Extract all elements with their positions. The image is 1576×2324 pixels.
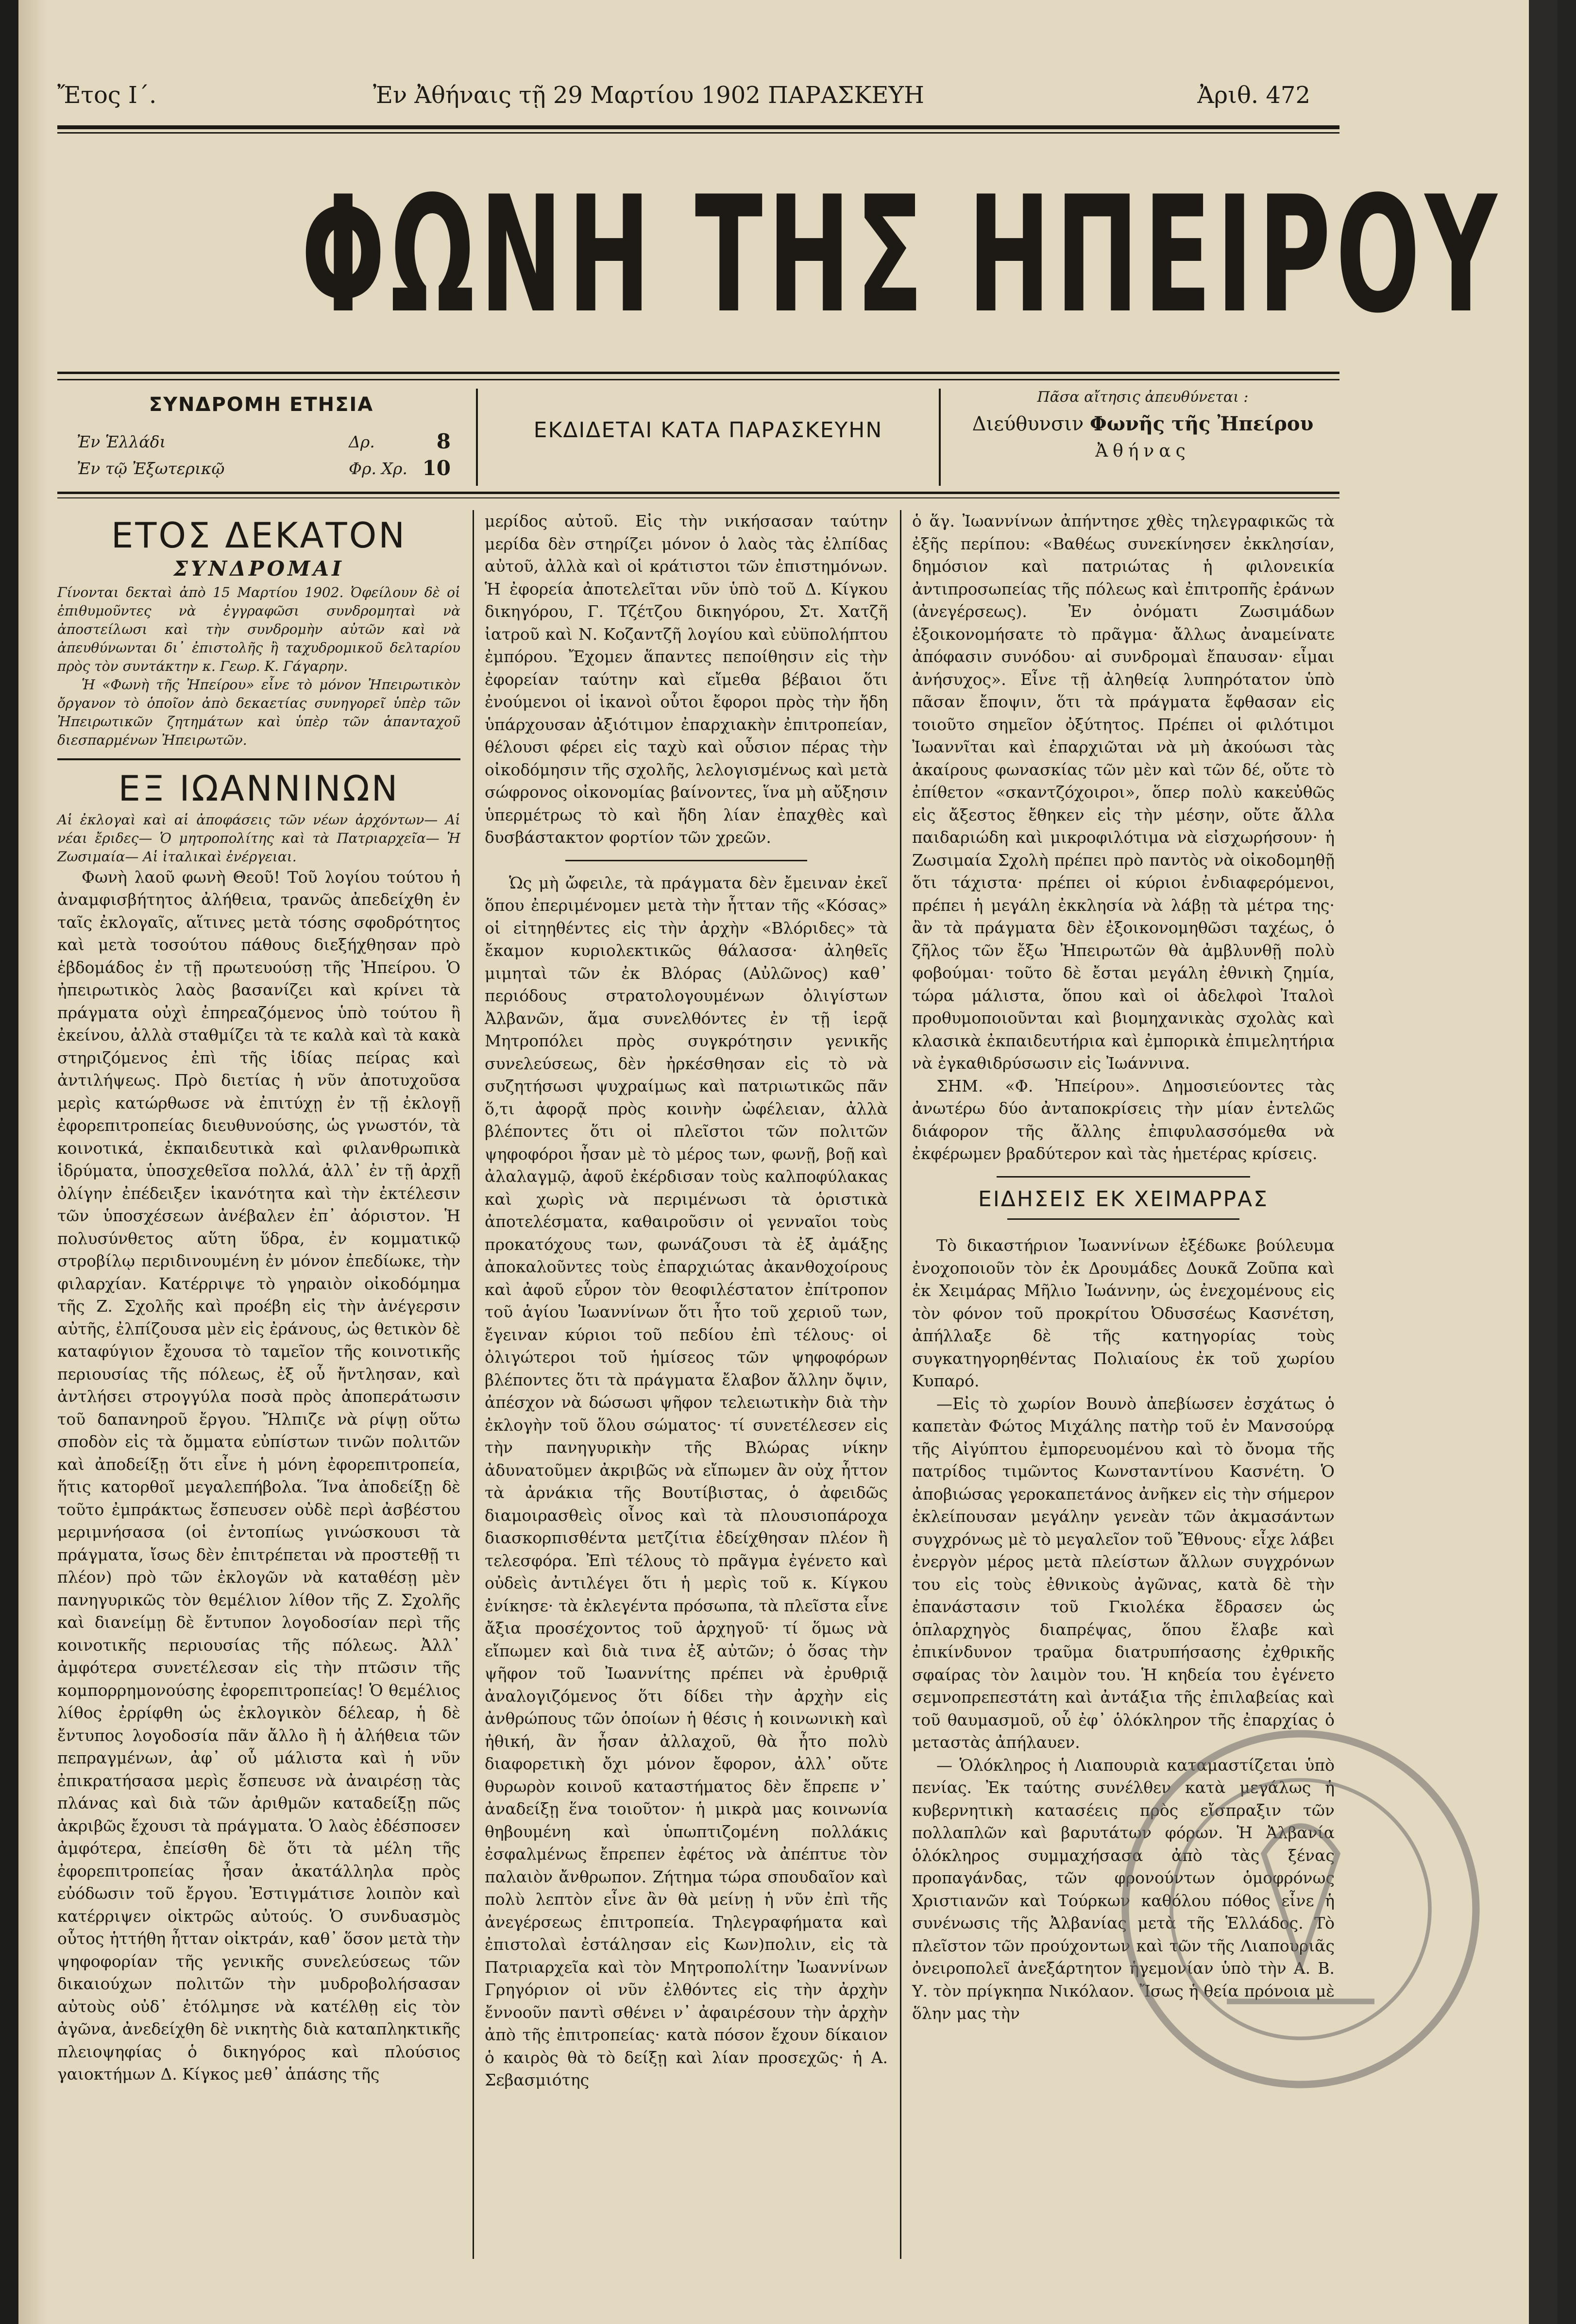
dateline	[57, 82, 1310, 116]
subscription-band	[57, 389, 1339, 486]
column-2	[485, 510, 888, 2092]
section-divider	[565, 860, 807, 861]
heading-etos-dekaton: ΕΤΟΣ ΔΕΚΑΤΟΝ	[111, 515, 407, 556]
contact-box	[946, 389, 1339, 461]
subscription-notice: Γίνονται δεκταὶ ἀπὸ 15 Μαρτίου 1902. Ὀφείλουν δὲ οἱ ἐπιθυμοῦντες νὰ ἐγγραφῶσι συνδρομηταὶ νὰ ἀποστείλωσι καὶ τὴν συνδρομὴν αὐτῶν καὶ νὰ ἀπευθύνωνται δι᾽ ἐπιστολῆς ἢ ταχυδρομικοῦ δελταρίου πρὸς τὸν συντάκτην κ. Γεωρ. Κ. Γάγαρην.	[57, 584, 460, 674]
contact-address: Διεύθυνσιν Φωνῆς τῆς Ἠπείρου	[972, 412, 1314, 435]
masthead-bottom-rule	[57, 372, 1339, 374]
news-item: Τὸ δικαστήριον Ἰωαννίνων ἐξέδωκε βούλευμα ἐνοχοποιοῦν τὸν ἐκ Δρουμάδες Δουκᾶ Ζοῦπα καὶ ἐκ Χειμάρας Μῆλιο Ἰωάννην, ὡς ἐνεχομένους εἰς τὸν φόνον τοῦ προκρίτου Ὀδυσσέως Κασνέτση, ἀπήλλαξε δὲ τῆς κατηγορίας τοὺς συγκατηγορηθέντας Πολιαίους ἐκ τοῦ χωρίου Κυπαρό.	[912, 1236, 1335, 1390]
article-paragraph: μερίδος αὐτοῦ. Εἰς τὴν νικήσασαν ταύτην μερίδα δὲν στηρίζει μόνον ὁ λαὸς τὰς ἐλπίδας αὐτοῦ, ἀλλὰ καὶ οἱ κράτιστοι τῶν ἐπιστημόνων. Ἡ ἐφορεία ἀποτελεῖται νῦν ὑπὸ τοῦ Δ. Κίγκου δικηγόρου, Γ. Τζέτζου δικηγόρου, Στ. Χατζῆ ἰατροῦ καὶ Ν. Κοζαντζῆ λογίου καὶ εὐϋπολήπτου ἐμπόρου. Ἔχομεν ἅπαντες πεποίθησιν εἰς τὴν ἐφορείαν ταύτην καὶ εἴμεθα βέβαιοι ὅτι ἐνούμενοι οἱ ἱκανοὶ οὗτοι ἔφοροι πρὸς τὴν ἤδη ὑπάρχουσαν ἀξιότιμον ἐπαρχιακὴν ἐπιτροπείαν, θέλουσι φέρει εἰς ταχὺ καὶ οὖσιον πέρας τὴν οἰκοδόμησιν τῆς σχολῆς, λελογισμένως καὶ μετὰ σώφρονος οἰκονομίας βαίνοντες, ἵνα μὴ αὔξησιν ὑπερμέτρως τὸ καὶ ἤδη λίαν ἐπαχθὲς καὶ δυσβάστακτον φορτίον τῶν χρεῶν.	[485, 512, 888, 847]
subscription-row-abroad: Ἐν τῷ Ἐξωτερικῷ Φρ. Χρ. 10	[77, 456, 451, 480]
heading-ex-ioanninon: ΕΞ ΙΩΑΝΝΙΝΩΝ	[118, 768, 400, 809]
book-binding-left	[0, 0, 18, 2324]
publication-frequency: ΕΚΔΙΔΕΤΑΙ ΚΑΤΑ ΠΑΡΑΣΚΕΥΗΝ	[533, 418, 883, 443]
subscription-row-domestic: Ἐν Ἑλλάδι Δρ. 8	[77, 429, 451, 453]
subheading-syndromai: ΣΥΝΔΡΟΜΑΙ	[173, 557, 344, 581]
section-divider	[57, 758, 460, 760]
news-item: — Ὁλόκληρος ἡ Λιαπουριὰ καταμαστίζεται ὑπὸ πενίας. Ἐκ ταύτης συνέλθεν κατὰ μεγάλως ἡ κυβερνητικὴ κατασέεις πρὸς εἴσπραξιν τῶν πολλαπλῶν καὶ βαρυτάτων φόρων. Ἡ Ἀλβανία ὁλόκληρος συμμαχήσασα ἀπὸ τὰς ξένας προπαγάνδας, τῶν φρονούντων ὁμοφρόνως Χριστιανῶν καὶ Τούρκων καθόλου πόθος εἶνε ἡ συνένωσις τῆς Ἀλβανίας μετὰ τῆς Ἑλλάδος. Τὸ πλεῖστον τῶν προύχοντων καὶ τῶν τῆς Λιαπουριᾶς ὀνειροπολεῖ ἀνεξάρτητον ἡγεμονίαν ὑπὸ τὴν Α. Β. Υ. τὸν πρίγκηπα Νικόλαον. Ἴσως ἡ θεία πρόνοια μὲ ὅλην μας τὴν	[912, 1755, 1335, 2023]
library-stamp	[1116, 1725, 1485, 2094]
section-divider	[997, 1176, 1250, 1178]
news-item: —Εἰς τὸ χωρίον Βουνὸ ἀπεβίωσεν ἐσχάτως ὁ καπετὰν Φώτος Μιχάλης πατὴρ τοῦ ἐν Μανσούρᾳ τῆς Αἰγύπτου ἐμπορευομένου καὶ τὸ ὄνομα τῆς πατρίδος τιμῶντος Κωνσταντίνου Κασνέτη. Ὁ ἀποβιώσας γεροκαπετάνος ἀνῆκεν εἰς τὴν σήμερον ἐκλείπουσαν μεγάλην γενεὰν τῶν ἀκμασάντων συγχρόνως μὲ τὸ μεγαλεῖον τοῦ Ἔθνους· εἶχε λάβει ἐνεργὸν μέρος μετὰ πλείστων ἄλλων συγχρόνων του εἰς τοὺς ἐθνικοὺς ἀγῶνας, κατὰ δὲ τὴν ἐπανάστασιν τοῦ Γκιολέκα ἔδρασεν ὡς ὁπλαρχηγὸς διαπρέψας, ὅπου ἔλαβε καὶ ἐπικίνδυνον τραῦμα διατρυπήσασης ἐχθρικῆς σφαίρας τὸν λαιμὸν του. Ἡ κηδεία του ἐγένετο σεμνοπρεπεστάτη καὶ ἀντάξια τῆς ἐπιλαβείας καὶ τοῦ θαυμασμοῦ, οὗ ἐφ᾽ ὁλόκληρον τῆς ἐπαρχίας ὁ μεταστὰς ἀπήλαυεν.	[912, 1394, 1335, 1752]
volume-year: Ἔτος Ι΄.	[57, 82, 157, 109]
article-summary: Αἱ ἐκλογαὶ καὶ αἱ ἀποφάσεις τῶν νέων ἀρχόντων— Αἱ νέαι ἔριδες— Ὁ μητροπολίτης καὶ τὰ Πατριαρχεῖα— Ἡ Ζωσιμαία— Αἱ ἰταλικαὶ ἐνέργειαι.	[57, 811, 460, 865]
contact-city: Ἀθήνας	[1095, 441, 1190, 461]
book-binding-right	[1558, 0, 1576, 2324]
paper-description: Ἡ «Φωνὴ τῆς Ἠπείρου» εἶνε τὸ μόνον Ἠπειρωτικὸν ὄργανον τὸ ὁποῖον ἀπὸ δεκαετίας συνηγορεῖ ὑπὲρ τῶν Ἠπειρωτικῶν ζητημάτων καὶ ὑπὲρ τῶν ἁπανταχοῦ διεσπαρμένων Ἠπειρωτῶν.	[57, 676, 460, 748]
issue-number: Ἀριθ. 472	[1197, 82, 1310, 109]
contact-intro: Πᾶσα αἴτησις ἀπευθύνεται :	[1037, 389, 1249, 406]
article-paragraph: Ὡς μὴ ὤφειλε, τὰ πράγματα δὲν ἔμειναν ἐκεῖ ὅπου ἐπεριμένομεν μετὰ τὴν ἧτταν τῆς «Κόσας» οἱ εἰτηηθέντες εἰς τὴν ἀρχὴν «Βλόριδες» τὰ ἔκαμον κυριολεκτικῶς θάλασσα· ἀληθεῖς μιμηταὶ τῶν ἐκ Βλόρας (Αὐλῶνος) καθ᾽ περιόδους στρατολογουμένων ὀλιγίστων Ἀλβανῶν, ἅμα συνελθόντες ἐν τῇ ἱερᾷ Μητροπόλει πρὸς συγκρότησιν γενικῆς συνελεύσεως, δὲν ἠρκέσθησαν εἰς τὸ νὰ συζητήσωσι ψυχραίμως καὶ πατριωτικῶς πᾶν ὅ,τι ἀφορᾷ πρὸς κοινὴν ὠφέλειαν, ἀλλὰ βλέποντες ὅτι οἱ πλεῖστοι τῶν πολιτῶν ψηφοφόροι ἦσαν μὲ τὸ μέρος των, φωνῇ, βοῇ καὶ ἀλαλαγμῷ, ἀφοῦ ἐκέρδισαν τοὺς καλποφύλακας καὶ χωρὶς νὰ περιμένωσι τὰ ὁριστικὰ ἀποτελέσματα, καθαιροῦσιν οἱ γενναῖοι τοὺς προκατόχους των, φωνάζουσι τὰ ἐξ ἀμάξης ἀποκαλοῦντες τοὺς ἐπαρχιώτας ἀκανθοχοίρους καὶ ἀφοῦ εὗρον τὸν θεοφιλέστατον ἐπίτροπον τοῦ ἁγίου Ἰωαννίνων ὅτι ἦτο τοῦ χεριοῦ των, ἔγειναν κύριοι τοῦ πεδίου ἐπὶ τέλους· οἱ ὀλιγώτεροι τοῦ ἡμίσεος τῶν ψηφοφόρων βλέποντες ὅτι τὰ πράγματα ἔλαβον ἄλλην ὄψιν, ἀπέσχον νὰ δώσωσι ψῆφον τελειωτικὴν διὰ τὴν ἐκλογὴν τοῦ ὅλου σώματος· τί συνετέλεσεν εἰς τὴν πανηγυρικὴν τῆς Βλώρας νίκην ἀδυνατοῦμεν ἀκριβῶς νὰ εἴπωμεν ἂν οὐχ ἧττον τὰ ἀρνάκια τῆς Βουτίβιστας, ὁ ἀφειδῶς διαμοιρασθεὶς οἶνος καὶ τὰ πλουσιοπάροχα διασκορπισθέντα μετζίτια ἐδείχθησαν πλέον ἢ τελεσφόρα. Ἐπὶ τέλους τὸ πρᾶγμα ἐγένετο καὶ οὐδεὶς ἀντιλέγει ὅτι ἡ μερὶς τοῦ κ. Κίγκου ἐνίκησε· τὰ ἐκλεγέντα πρόσωπα, τὰ πλεῖστα εἶνε ἄξια προσέχοντος τοῦ ἀρχηγοῦ· τί ὅμως νὰ εἴπωμεν καὶ διὰ τινα ἐξ αὐτῶν; ὁ ὅσας τὴν ψῆφον τοῦ Ἰωαννίτης πρέπει νὰ ἐρυθριᾷ ἀναλογιζόμενος ὅτι δίδει τὴν ἀρχὴν εἰς ἀνθρώπους τῶν ὁποίων ἡ θέσις ἡ κοινωνικὴ καὶ ἠθική, ἂν ἦσαν ἀλλαχοῦ, θὰ ἦτο πολὺ διαφορετικὴ ὄχι μόνον ἔφορον, ἀλλ᾽ οὔτε θυρωρὸν κοινοῦ καταστήματος δὲν ἔπρεπε ν᾽ ἀναδείξῃ ἕνα τοιοῦτον· ἡ μικρὰ μας κοινωνία θηβουμένη καὶ ὑπωπτιζομένη πολλάκις ἐσφαλμένως ἔπρεπεν ἐφέτος νὰ ἀπέπτυε τὸν παλαιὸν ἄνθρωπον. Ζήτημα τώρα σπουδαῖον καὶ πολὺ λεπτὸν εἶνε ἂν θὰ μείνῃ ἡ νῦν ἐπὶ τῆς ἀνεγέρσεως ἐπιτροπεία. Τηλεγραφήματα καὶ ἐπιστολαὶ ἐστάλησαν εἰς Κων)πολιν, εἰς τὰ Πατριαρχεῖα καὶ τὸν Μητροπολίτην Ἰωαννίνων Γρηγόριον οἱ νῦν ἐλθόντες εἰς τὴν ἀρχὴν ἔννοοῦν παντὶ σθένει ν᾽ ἀφαιρέσουν τὴν ἀρχὴν ἀπὸ τῆς ἐπιτροπείας· κατὰ πόσον ἔχουν δίκαιον ὁ καιρὸς θὰ τὸ δείξῃ καὶ λίαν προσεχῶς· ἡ Α. Σεβασμιότης	[485, 873, 888, 2089]
column-separator	[473, 510, 474, 2259]
subscription-title: ΣΥΝΔΡΟΜΗ ΕΤΗΣΙΑ	[149, 393, 374, 416]
subscription-box	[57, 389, 465, 486]
column-1	[57, 510, 460, 2086]
band-bottom-rule	[57, 492, 1339, 494]
newspaper-page	[18, 0, 1529, 2324]
editor-note: ΣΗΜ. «Φ. Ἠπείρου». Δημοσιεύοντες τὰς ἀνωτέρω δύο ἀνταποκρίσεις τὴν μίαν ἐντελῶς διάφορον τῆς ἄλλης ἐπιφυλασσόμεθα νὰ ἐκφέρωμεν βραδύτερον καὶ τὰς ἡμετέρας κρίσεις.	[912, 1076, 1335, 1163]
article-paragraph: Φωνὴ λαοῦ φωνὴ Θεοῦ! Τοῦ λογίου τούτου ἡ ἀναμφισβήτητος ἀλήθεια, τρανῶς ἀπεδείχθη ἐν ταῖς ἐκλογαῖς, αἵτινες μετὰ τόσης σφοδρότητος καὶ μετὰ τοσούτου πάθους διεξήχθησαν πρὸ ἑβδομάδος ἐν τῇ πρωτευούσῃ τῆς Ἠπείρου. Ὁ ἠπειρωτικὸς λαὸς βασανίζει καὶ κρίνει τὰ πράγματα οὐχὶ ἐπηρεαζόμενος ὑπὸ τούτου ἢ ἐκείνου, ἀλλὰ σταθμίζει τὰ τε καλὰ καὶ τὰ κακὰ στηριζόμενος ἐπὶ τῆς ἰδίας πείρας καὶ ἀντιλήψεως. Πρὸ διετίας ἡ νῦν ἀποτυχοῦσα μερὶς κατώρθωσε νὰ ἐπιτύχῃ ἐν τῇ ἐκλογῇ ἐφορεπιτροπείας διευθυνούσης, ὡς γνωστόν, τὰ κοινοτικά, ἐκπαιδευτικὰ καὶ φιλανθρωπικὰ ἱδρύματα, ὑποσχεθεῖσα πολλά, ἀλλ᾽ ἐν τῇ ἀρχῇ ὀλίγην ἐπέδειξεν ἱκανότητα καὶ τὴν ἐκτέλεσιν τῶν ὑποσχέσεων ἀνέβαλεν ἐπ᾽ ἀόριστον. Ἡ πολυσύνθετος αὕτη ὕδρα, ἐν κομματικῷ στροβίλῳ περιδινουμένη ἐν μόνον ἐπεδίωκε, τὴν φιλαρχίαν. Κατέρριψε τὸ γηραιὸν οἰκοδόμημα τῆς Ζ. Σχολῆς καὶ προέβη εἰς τὴν ἀνέγερσιν αὐτῆς, ἐλπίζουσα μὲν εἰς ἐράνους, ὡς θετικὸν δὲ καταφύγιον ἔχουσα τὸ ταμεῖον τῆς κοινοτικῆς περιουσίας τῆς πόλεως, ἐξ οὗ ἤντλησαν, καὶ ἀντλήσει στρογγύλα ποσὰ πρὸς ἀποπεράτωσιν τοῦ δαπανηροῦ ἔργου. Ἤλπιζε νὰ ρίψῃ οὕτω σποδὸν εἰς τὰ ὄμματα εὐπίστων τινῶν πολιτῶν καὶ ἀποδείξῃ ὅτι εἶνε ἡ μόνη ἐφορεπιτροπεία, ἥτις κατορθοῖ μεγαλεπήβολα. Ἵνα ἀποδείξῃ δὲ τοῦτο ἐμπράκτως ἔσπευσεν οὐδὲ περὶ ἀσβέστου μεριμνήσασα (οἱ ἐντοπίως γινώσκουσι τὰ πράγματα, ἴσως δὲν ἐπιτρέπεται νὰ προστεθῇ τι πλέον) πρὸ τῶν ἐκλογῶν νὰ καταθέσῃ μὲν πανηγυρικῶς τὸν θεμέλιον λίθον τῆς Ζ. Σχολῆς καὶ διανείμῃ δὲ ἔντυπον λογοδοσίαν περὶ τῆς κοινοτικῆς περιουσίας τῆς πόλεως. Ἀλλ᾽ ἀμφότερα συνετέλεσαν εἰς τὴν πτῶσιν τῆς κομπορρημονούσης ἐφορεπιτροπείας! Ὁ θεμέλιος λίθος ἐρρίφθη ὡς ἐκλογικὸν δέλεαρ, ἡ δὲ ἔντυπος λογοδοσία πᾶν ἄλλο ἢ ἡ ἀλήθεια τῶν πεπραγμένων, ἀφ᾽ οὗ μάλιστα καὶ ἡ νῦν ἐπικρατήσασα μερὶς ἔσπευσε νὰ ἀναιρέσῃ τὰς πλάνας καὶ διὰ τῶν ἀριθμῶν καταδείξῃ πῶς ἀκριβῶς ἔχουσι τὰ πράγματα. Ὁ λαὸς ἐδέσποσεν ἀμφότερα, ἐπείσθη δὲ ὅτι τὰ μέλη τῆς ἐφορεπιτροπείας ἦσαν ἀκατάλληλα πρὸς εὐόδωσιν τοῦ ἔργου. Ἐστιγμάτισε λοιπὸν καὶ κατέρριψεν οἰκτρῶς αὐτούς. Ὁ συνδυασμὸς οὗτος ἡττήθη ἦτταν οἰκτράν, καθ᾽ ὅσον μετὰ τὴν ψηφοφορίαν τῆς γενικῆς συνελεύσεως τῶν δικαιούχων πολιτῶν τὴν μυδροβολήσασαν αὐτοὺς οὐδ᾽ ἐτόλμησε νὰ κατέλθῃ εἰς τὸν ἀγῶνα, ἀνεδείχθη δὲ νικητὴς διὰ καταπληκτικῆς πλειοψηφίας ὁ δικηγόρος καὶ πλούσιος γαιοκτήμων Δ. Κίγκος μεθ᾽ ἁπάσης τῆς	[57, 867, 460, 2084]
masthead-top-rule	[57, 125, 1339, 129]
masthead-title: ΦΩΝΗ ΤΗΣ ΗΠΕΙΡΟΥ	[301, 162, 1502, 348]
issue-date: Ἐν Ἀθήναις τῇ 29 Μαρτίου 1902 ΠΑΡΑΣΚΕΥΗ	[373, 82, 924, 109]
article-paragraph: ὁ ἅγ. Ἰωαννίνων ἀπήντησε χθὲς τηλεγραφικῶς τὰ ἐξῆς περίπου: «Βαθέως συνεκίνησεν ἐκκλησίαν, δημόσιον καὶ πατριώτας ἡ φιλονεικία ἀντιπροσωπείας τῆς πόλεως καὶ ἐπιτροπῆς ἐράνων (ἀνεγέρσεως). Ἐν ὀνόματι Ζωσιμάδων ἐξοικονομήσατε τὸ πρᾶγμα· ἄλλως ἀναμείνατε ἀπόφασιν συνόδου· αἱ συνδρομαὶ ἔπαυσαν· εἶμαι ἀνήσυχος». Εἶνε τῇ ἀληθείᾳ λυπηρότατον ὑπὸ πᾶσαν ἔποψιν, ὅτι τὰ πράγματα ἔφθασαν εἰς τοιοῦτο σημεῖον ὀξύτητος. Πρέπει οἱ φιλότιμοι Ἰωαννῖται καὶ ἐπαρχιῶται νὰ μὴ ἀκούωσι τὰς ἀκαίρους φωνασκίας τῶν μὲν καὶ τῶν δέ, οὔτε τὸ ἐπίθετον «σκαντζόχοιροι», ὅπερ πολὺ κακεὐθῶς εἰς ἄξεστος ἔθηκεν εἰς τὴν μέσην, οὔτε ἄλλα παιδαριώδη καὶ μικροφιλότιμα νὰ εἰσχωρήσουν· ἡ Ζωσιμαία Σχολὴ πρέπει πρὸ παντὸς νὰ οἰκοδομηθῇ ὅτι τάχιστα· πρέπει οἱ κύριοι ἐνδιαφερόμενοι, πρέπει ἡ μεγάλη ἐκκλησία νὰ λάβῃ τὰ μέτρα της· ἂν τὰ πράγματα δὲν ἐξοικονομηθῶσι ταχέως, ὁ ζῆλος τῶν ἔξω Ἠπειρωτῶν θὰ ἀμβλυνθῇ πολὺ φοβούμαι· τοῦτο δὲ ἔσται μεγάλη ἐθνικὴ ζημία, τώρα μάλιστα, ὅπου καὶ οἱ ἀδελφοὶ Ἰταλοὶ προθυμοποιοῦνται καὶ βιομηχανικὰς σχολὰς καὶ κλασικὰ ἐκπαιδευτήρια καὶ ἐμπορικὰ ἐπιμελητήρια νὰ ἐγκαθιδρύσωσιν εἰς Ἰωάννινα.	[912, 512, 1335, 1073]
heading-cheimarra-news: ΕΙΔΗΣΕΙΣ ΕΚ ΧΕΙΜΑΡΡΑΣ	[978, 1186, 1269, 1212]
column-separator	[900, 510, 901, 2259]
